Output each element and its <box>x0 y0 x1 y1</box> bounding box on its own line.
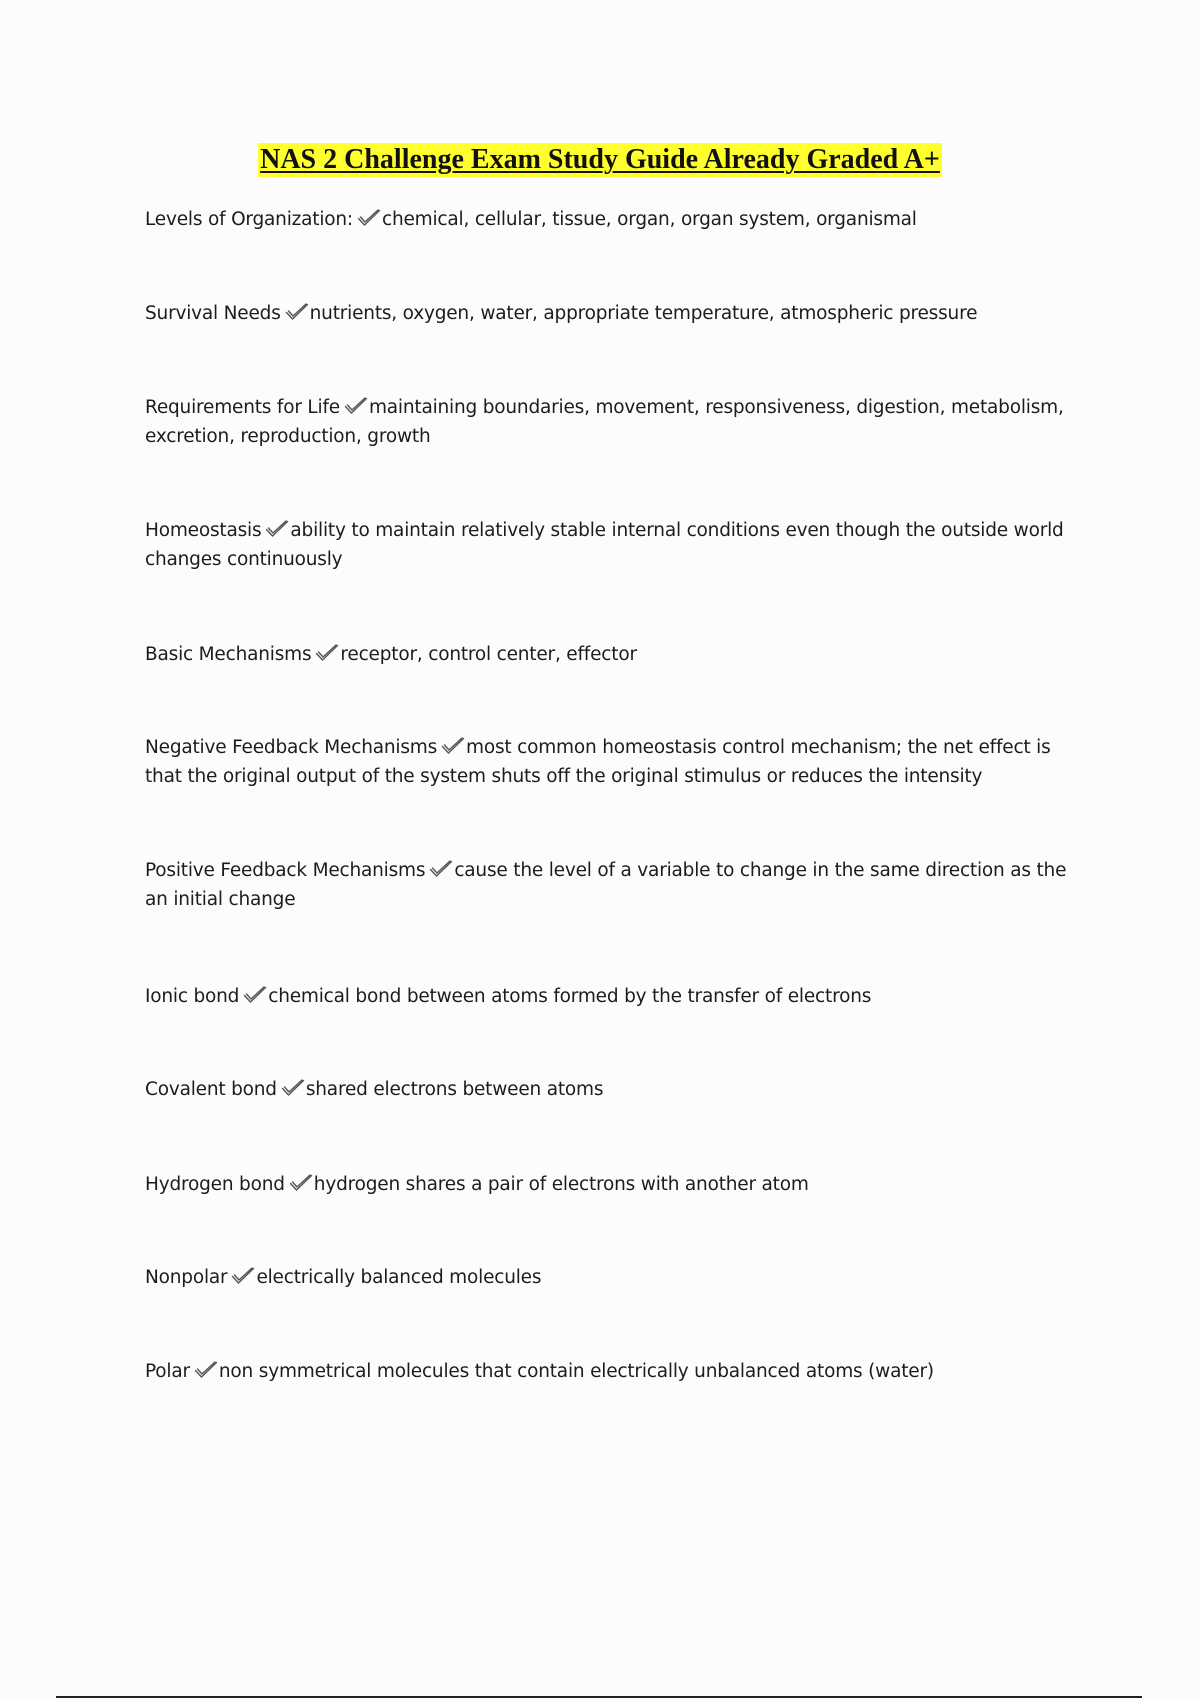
entry-basic-mechanisms <box>145 640 1090 669</box>
entry-term: Positive Feedback Mechanisms <box>145 860 426 881</box>
page-title: NAS 2 Challenge Exam Study Guide Already Graded A+ <box>260 144 940 175</box>
entry-term: Basic Mechanisms <box>145 644 312 665</box>
entry-hydrogen-bond <box>145 1170 1090 1199</box>
entry-definition: electrically balanced molecules <box>256 1267 542 1288</box>
entry-definition: nutrients, oxygen, water, appropriate temperature, atmospheric pressure <box>309 303 978 324</box>
check-icon <box>441 737 465 755</box>
entry-definition: chemical bond between atoms formed by the transfer of electrons <box>268 986 872 1007</box>
entry-term: Homeostasis <box>145 520 262 541</box>
entry-definition: most common homeostasis control mechanism; the net effect is that the original output of the system shuts off the original stimulus or reduces the intensity <box>145 737 1051 787</box>
entry-definition: receptor, control center, effector <box>340 644 637 665</box>
entry-positive-feedback-mechanisms <box>145 856 1090 914</box>
entry-levels-of-organization <box>145 205 1090 234</box>
entry-term: Levels of Organization: <box>145 209 353 230</box>
entry-term: Nonpolar <box>145 1267 228 1288</box>
entry-definition: ability to maintain relatively stable internal conditions even though the outside world changes continuously <box>145 520 1064 570</box>
entry-definition: chemical, cellular, tissue, organ, organ system, organismal <box>381 209 917 230</box>
check-icon <box>265 520 289 538</box>
entry-definition: non symmetrical molecules that contain electrically unbalanced atoms (water) <box>218 1361 934 1382</box>
entry-definition: hydrogen shares a pair of electrons with another atom <box>313 1174 809 1195</box>
entry-term: Polar <box>145 1361 190 1382</box>
check-icon <box>315 644 339 662</box>
check-icon <box>357 209 381 227</box>
entry-definition: shared electrons between atoms <box>305 1079 604 1100</box>
check-icon <box>285 303 309 321</box>
title-container <box>0 143 1200 177</box>
check-icon <box>231 1267 255 1285</box>
entry-polar <box>145 1357 1090 1386</box>
entry-covalent-bond <box>145 1075 1090 1104</box>
entry-survival-needs <box>145 299 1090 328</box>
entry-definition: cause the level of a variable to change in the same direction as the an initial change <box>145 860 1067 910</box>
entry-term: Survival Needs <box>145 303 281 324</box>
entry-nonpolar <box>145 1263 1090 1292</box>
check-icon <box>289 1174 313 1192</box>
entry-term: Requirements for Life <box>145 397 340 418</box>
entry-homeostasis <box>145 516 1090 574</box>
entry-term: Hydrogen bond <box>145 1174 285 1195</box>
entry-term: Covalent bond <box>145 1079 277 1100</box>
entry-ionic-bond <box>145 982 1090 1011</box>
entry-requirements-for-life <box>145 393 1090 451</box>
entry-term: Negative Feedback Mechanisms <box>145 737 438 758</box>
check-icon <box>344 397 368 415</box>
check-icon <box>429 860 453 878</box>
check-icon <box>243 986 267 1004</box>
entry-definition: maintaining boundaries, movement, responsiveness, digestion, metabolism, excretion, reproduction, growth <box>145 397 1064 447</box>
check-icon <box>281 1079 305 1097</box>
entry-negative-feedback-mechanisms <box>145 733 1090 791</box>
footer-divider <box>56 1696 1142 1698</box>
check-icon <box>194 1361 218 1379</box>
entry-term: Ionic bond <box>145 986 240 1007</box>
